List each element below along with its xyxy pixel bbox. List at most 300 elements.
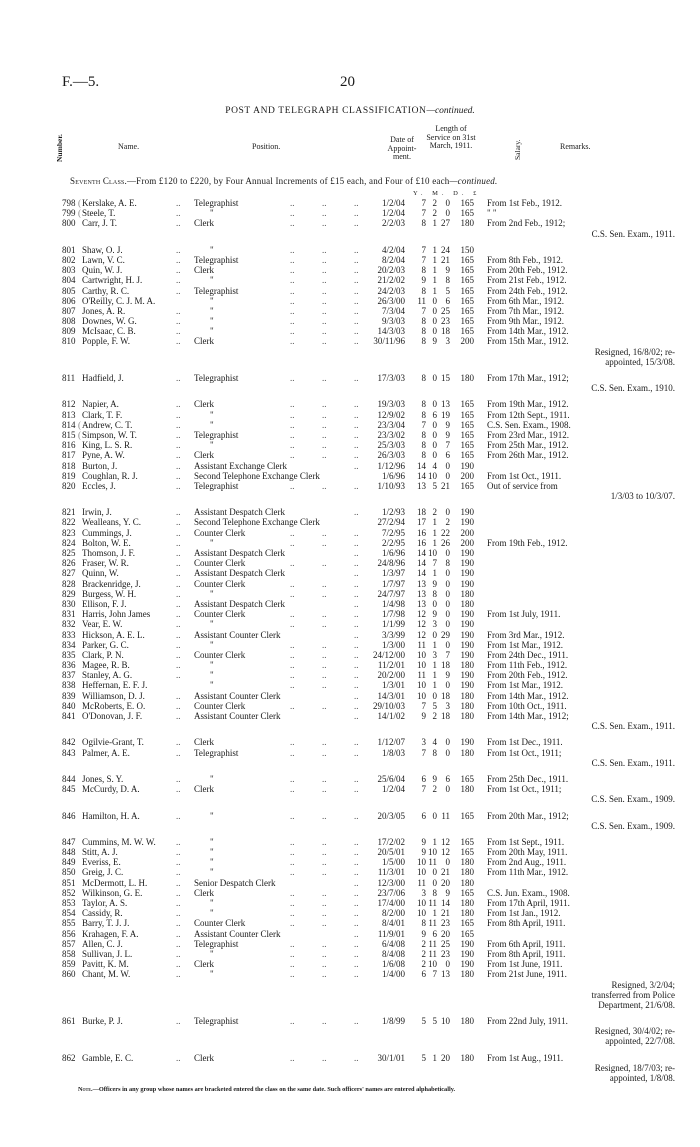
service-days: 22 <box>441 527 450 538</box>
service-years: 6 <box>421 810 426 821</box>
page-number: 20 <box>340 74 355 90</box>
leader-dots: .. <box>354 305 359 316</box>
name-text: Brackenridge, J. <box>82 578 141 589</box>
row-name <box>82 410 122 420</box>
row-number: 822 <box>62 517 76 528</box>
leader-dots: .. <box>290 244 295 255</box>
row-number: 842 <box>62 737 76 748</box>
appointment-date: 20/3/05 <box>377 810 405 821</box>
service-days: 0 <box>445 198 450 208</box>
service-months: 1 <box>432 265 437 276</box>
service-years: 14 <box>417 548 426 558</box>
service-days: 7 <box>445 649 450 660</box>
class-continued: —continued. <box>449 176 498 186</box>
remarks: From 1st Mar., 1912. <box>487 680 564 691</box>
remarks: From 1st Oct., 1911; <box>487 747 562 758</box>
table-row <box>0 650 700 660</box>
leader-dots: .. <box>322 419 327 430</box>
salary: 165 <box>460 208 474 219</box>
salary: 190 <box>460 578 474 589</box>
salary: 190 <box>460 629 474 640</box>
leader-dots: .. <box>290 558 295 569</box>
service-months: 1 <box>432 908 437 919</box>
service-days: 29 <box>441 629 450 640</box>
table-row <box>0 198 700 208</box>
service-days: 21 <box>441 908 450 919</box>
salary: 180 <box>460 877 474 888</box>
note-text: —Officers in any group whose names are bracketed entered the class on the same date. Such officers' names are entered alphabetically. <box>92 1086 456 1093</box>
table-row <box>0 399 700 409</box>
remarks-continuation <box>0 1036 700 1046</box>
service-months: 9 <box>432 578 437 589</box>
row-name <box>82 558 129 568</box>
row-position: Clerk <box>194 1052 214 1063</box>
remarks-line: C.S. Sen. Exam., 1911. <box>591 228 675 239</box>
name-text: Kerslake, A. E. <box>82 198 137 208</box>
row-number: 829 <box>62 588 76 599</box>
leader-dots: .. <box>354 700 359 711</box>
row-position: " <box>210 275 214 286</box>
name-text: Andrew, C. T. <box>82 419 133 430</box>
remarks-line: C.S. Sen. Exam., 1909. <box>591 820 675 831</box>
remarks: From 10th Oct., 1911. <box>487 700 567 711</box>
row-position: Assistant Counter Clerk <box>194 629 281 640</box>
appointment-date: 1/6/96 <box>381 470 405 481</box>
appointment-date: 24/2/03 <box>377 285 405 296</box>
remarks: C.S. Jun. Exam., 1908. <box>487 887 570 898</box>
appointment-date: 1/12/96 <box>377 460 405 471</box>
leader-dots: .. <box>176 609 181 620</box>
leader-dots: .. <box>322 887 327 898</box>
leader-dots: .. <box>322 208 327 219</box>
salary: 180 <box>460 969 474 980</box>
row-position: " <box>210 680 214 691</box>
leader-dots: .. <box>290 265 295 276</box>
service-years: 3 <box>421 887 426 898</box>
row-name <box>78 198 137 208</box>
row-number: 835 <box>62 649 76 660</box>
service-days: 23 <box>441 918 450 929</box>
salary: 190 <box>460 737 474 748</box>
row-name <box>82 847 118 857</box>
row-name <box>82 1053 133 1063</box>
service-days: 20 <box>441 877 450 888</box>
salary: 190 <box>460 568 474 579</box>
salary: 190 <box>460 639 474 650</box>
row-name <box>82 660 130 670</box>
remarks-line: Department, 21/6/08. <box>598 999 675 1010</box>
row-position: Assistant Despatch Clerk <box>194 568 285 579</box>
leader-dots: .. <box>354 1052 359 1063</box>
name-text: Hickson, A. E. L. <box>82 629 145 640</box>
salary: 190 <box>460 649 474 660</box>
remarks: From 25th Mar., 1912. <box>487 440 569 451</box>
remarks: From 11th Feb., 1912. <box>487 660 568 671</box>
table-row <box>0 430 700 440</box>
leader-dots: .. <box>322 326 327 337</box>
service-years: 7 <box>421 198 426 208</box>
service-years: 14 <box>417 558 426 569</box>
service-days: 23 <box>441 316 450 327</box>
service-days: 2 <box>445 517 450 528</box>
row-number: 845 <box>62 784 76 795</box>
service-months: 11 <box>428 918 437 929</box>
remarks: From 1st Oct., 1911. <box>487 470 562 481</box>
name-text: Cassidy, R. <box>82 908 123 919</box>
row-name <box>82 399 119 409</box>
salary: 165 <box>460 305 474 316</box>
leader-dots: .. <box>322 836 327 847</box>
leader-dots: .. <box>322 295 327 306</box>
appointment-date: 24/12/00 <box>372 649 405 660</box>
row-number: 798 <box>62 198 76 208</box>
leader-dots: .. <box>176 857 181 868</box>
leader-dots: .. <box>322 660 327 671</box>
row-position: " <box>210 537 214 548</box>
remarks: From 1st Dec., 1911. <box>487 737 563 748</box>
service-years: 8 <box>421 450 426 461</box>
service-years: 10 <box>417 857 426 868</box>
service-months: 0 <box>432 399 437 410</box>
appointment-date: 1/6/08 <box>381 959 405 970</box>
leader-dots: .. <box>322 810 327 821</box>
service-years: 12 <box>417 629 426 640</box>
row-number: 854 <box>62 908 76 919</box>
leader-dots: .. <box>290 773 295 784</box>
name-text: Sullivan, J. L. <box>82 948 133 959</box>
row-number: 828 <box>62 578 76 589</box>
table-row <box>0 640 700 650</box>
service-days: 0 <box>445 208 450 219</box>
leader-dots: .. <box>322 588 327 599</box>
appointment-date: 12/3/00 <box>377 877 405 888</box>
service-months: 1 <box>432 660 437 671</box>
service-months: 1 <box>432 680 437 691</box>
service-months: 0 <box>432 867 437 878</box>
row-position: Assistant Despatch Clerk <box>194 598 285 609</box>
row-position: Telegraphist <box>194 480 239 491</box>
appointment-date: 26/3/00 <box>377 295 405 306</box>
name-text: Simpson, W. T. <box>82 429 137 440</box>
service-years: 10 <box>417 690 426 701</box>
row-position: Clerk <box>194 399 214 410</box>
leader-dots: .. <box>176 700 181 711</box>
service-days: 0 <box>445 737 450 748</box>
remarks-line: 1/3/03 to 10/3/07. <box>610 491 675 502</box>
name-text: Harris, John James <box>82 609 151 620</box>
row-number: 827 <box>62 568 76 579</box>
row-number: 838 <box>62 680 76 691</box>
remarks-line: appointed, 1/8/08. <box>609 1073 675 1083</box>
service-months: 0 <box>432 810 437 821</box>
table-row <box>0 857 700 867</box>
document-title <box>0 106 700 116</box>
salary: 180 <box>460 1052 474 1063</box>
name-text: Chant, M. W. <box>82 969 131 980</box>
appointment-date: 3/3/99 <box>381 629 405 640</box>
table-row <box>0 811 700 821</box>
leader-dots: .. <box>354 1016 359 1027</box>
name-text: Carr, J. T. <box>82 218 118 229</box>
row-position: Counter Clerk <box>194 649 246 660</box>
leader-dots: .. <box>176 629 181 640</box>
name-text: Taylor, A. S. <box>82 898 128 908</box>
service-years: 10 <box>417 680 426 691</box>
service-years: 5 <box>421 1052 426 1063</box>
remarks: From 6th April, 1911. <box>487 938 566 949</box>
row-name <box>82 929 139 939</box>
row-name <box>82 528 132 538</box>
leader-dots: .. <box>176 784 181 795</box>
row-name <box>82 450 125 460</box>
remarks: From 1st July, 1911. <box>487 609 561 620</box>
appointment-date: 24/7/97 <box>377 588 405 599</box>
service-days: 21 <box>441 254 450 265</box>
service-days: 9 <box>445 887 450 898</box>
leader-dots: .. <box>322 244 327 255</box>
service-years: 8 <box>421 336 426 347</box>
appointment-date: 1/12/07 <box>377 737 405 748</box>
service-days: 0 <box>445 609 450 620</box>
table-row <box>0 701 700 711</box>
table-row <box>0 969 700 979</box>
row-number: 862 <box>62 1052 76 1063</box>
service-days: 11 <box>441 810 450 821</box>
leader-dots: .. <box>322 373 327 383</box>
service-months: 10 <box>428 847 437 858</box>
remarks: From 20th Feb., 1912. <box>487 670 568 681</box>
remarks-continuation <box>0 821 700 831</box>
table-row <box>0 784 700 794</box>
service-days: 9 <box>445 429 450 440</box>
row-position: Clerk <box>194 218 214 229</box>
appointment-date: 19/3/03 <box>377 399 405 410</box>
appointment-date: 1/3/00 <box>381 639 405 650</box>
leader-dots: .. <box>290 295 295 306</box>
row-position: Assistant Despatch Clerk <box>194 548 285 558</box>
leader-dots: .. <box>290 619 295 630</box>
row-number: 860 <box>62 969 76 980</box>
row-group <box>0 245 700 367</box>
appointment-date: 27/2/94 <box>377 517 405 528</box>
service-days: 0 <box>445 747 450 758</box>
service-days: 24 <box>441 244 450 255</box>
service-years: 18 <box>417 507 426 518</box>
remarks: From 19th Feb., 1912. <box>487 537 568 548</box>
remarks-continuation <box>0 383 700 393</box>
name-text: Quinn, W. <box>82 568 119 579</box>
table-row <box>0 1053 700 1063</box>
service-years: 10 <box>417 660 426 671</box>
leader-dots: .. <box>354 690 359 701</box>
row-position: Assistant Counter Clerk <box>194 711 281 721</box>
leader-dots: .. <box>354 558 359 569</box>
leader-dots: .. <box>176 670 181 681</box>
service-months: 1 <box>432 218 437 229</box>
leader-dots: .. <box>176 898 181 908</box>
row-position: " <box>210 810 214 821</box>
appointment-date: 8/4/08 <box>381 948 405 959</box>
row-position: " <box>210 908 214 919</box>
name-text: Clark, T. F. <box>82 409 123 420</box>
remarks-continuation <box>0 491 700 501</box>
row-group <box>0 1053 700 1084</box>
leader-dots: .. <box>322 305 327 316</box>
row-number: 803 <box>62 265 76 276</box>
remarks-line: C.S. Sen. Exam., 1911. <box>591 757 675 768</box>
name-text: Burke, P. J. <box>82 1016 123 1027</box>
remarks-continuation <box>0 1073 700 1083</box>
remarks-line: Resigned, 3/2/04; <box>611 979 675 990</box>
remarks: From 11th Mar., 1912. <box>487 867 569 878</box>
row-position: Counter Clerk <box>194 578 246 589</box>
row-position: " <box>210 440 214 451</box>
row-number: 815 <box>62 429 76 440</box>
header-number: Number. <box>55 134 64 162</box>
service-months: 0 <box>432 326 437 337</box>
row-number: 805 <box>62 285 76 296</box>
service-years: 13 <box>417 480 426 491</box>
leader-dots: .. <box>290 537 295 548</box>
service-days: 0 <box>445 680 450 691</box>
service-years: 7 <box>421 747 426 758</box>
name-text: Wilkinson, G. E. <box>82 887 143 898</box>
leader-dots: .. <box>354 275 359 286</box>
name-text: Cartwright, H. J. <box>82 275 143 286</box>
appointment-date: 1/1/99 <box>381 619 405 630</box>
row-number: 830 <box>62 598 76 609</box>
row-name <box>82 670 132 680</box>
row-name <box>82 326 136 336</box>
service-days: 8 <box>445 275 450 286</box>
leader-dots: .. <box>290 480 295 491</box>
bracket-mark: ( <box>78 208 81 219</box>
service-years: 14 <box>417 568 426 579</box>
leader-dots: .. <box>322 773 327 784</box>
appointment-date: 1/3/01 <box>381 680 405 691</box>
row-name <box>82 811 140 821</box>
appointment-date: 14/3/03 <box>377 326 405 337</box>
appointment-date: 17/2/02 <box>377 836 405 847</box>
appointment-date: 14/3/01 <box>377 690 405 701</box>
row-number: 851 <box>62 877 76 888</box>
row-name <box>82 680 147 690</box>
leader-dots: .. <box>176 918 181 929</box>
remarks-continuation <box>0 357 700 367</box>
leader-dots: .. <box>354 969 359 980</box>
service-months: 1 <box>432 836 437 847</box>
leader-dots: .. <box>322 908 327 919</box>
salary: 165 <box>460 887 474 898</box>
service-months: 1 <box>432 639 437 650</box>
name-text: Krahagen, F. A. <box>82 928 139 939</box>
service-months: 11 <box>428 857 437 868</box>
salary: 190 <box>460 548 474 558</box>
table-row <box>0 286 700 296</box>
table-row <box>0 660 700 670</box>
service-years: 8 <box>421 440 426 451</box>
row-name <box>82 461 117 471</box>
leader-dots: .. <box>176 948 181 959</box>
row-number: 831 <box>62 609 76 620</box>
remarks-continuation <box>0 758 700 768</box>
salary: 165 <box>460 810 474 821</box>
service-days: 18 <box>441 711 450 721</box>
remarks-continuation <box>0 347 700 357</box>
name-text: Fraser, W. R. <box>82 558 129 569</box>
row-group <box>0 198 700 239</box>
appointment-date: 1/6/96 <box>381 548 405 558</box>
service-units: Y. M. D. £ <box>413 190 481 197</box>
table-row <box>0 609 700 619</box>
service-years: 8 <box>421 316 426 327</box>
service-days: 0 <box>445 568 450 579</box>
leader-dots: .. <box>322 649 327 660</box>
leader-dots: .. <box>290 399 295 410</box>
table-row <box>0 481 700 491</box>
leader-dots: .. <box>354 578 359 589</box>
row-name <box>82 774 123 784</box>
row-position: " <box>210 588 214 599</box>
remarks: From 20th Mar., 1912; <box>487 810 569 821</box>
salary: 180 <box>460 660 474 671</box>
name-text: Palmer, A. E. <box>82 747 130 758</box>
leader-dots: .. <box>176 429 181 440</box>
service-days: 3 <box>445 336 450 347</box>
table-row <box>0 589 700 599</box>
leader-dots: .. <box>290 275 295 286</box>
leader-dots: .. <box>354 373 359 383</box>
name-text: Jones, S. Y. <box>82 773 124 784</box>
leader-dots: .. <box>322 480 327 491</box>
salary: 190 <box>460 948 474 959</box>
leader-dots: .. <box>354 680 359 691</box>
service-days: 6 <box>445 773 450 784</box>
row-position: Clerk <box>194 959 214 970</box>
service-months: 1 <box>432 527 437 538</box>
leader-dots: .. <box>354 254 359 265</box>
row-number: 820 <box>62 480 76 491</box>
row-number: 846 <box>62 810 76 821</box>
name-text: Cummins, M. W. W. <box>82 836 156 847</box>
table-row <box>0 619 700 629</box>
remarks-continuation <box>0 1063 700 1073</box>
row-name <box>82 538 131 548</box>
leader-dots: .. <box>176 275 181 286</box>
service-years: 2 <box>421 948 426 959</box>
row-name <box>82 959 129 969</box>
name-text: Napier, A. <box>82 399 119 410</box>
name-text: Gamble, E. C. <box>82 1052 134 1063</box>
leader-dots: .. <box>322 537 327 548</box>
row-position: Assistant Counter Clerk <box>194 690 281 701</box>
remarks: From 1st Feb., 1912. <box>487 198 563 208</box>
leader-dots: .. <box>322 399 327 410</box>
service-months: 1 <box>432 537 437 548</box>
leader-dots: .. <box>176 867 181 878</box>
appointment-date: 7/2/95 <box>381 527 405 538</box>
row-number: 802 <box>62 254 76 265</box>
table-row <box>0 265 700 275</box>
leader-dots: .. <box>176 517 181 528</box>
leader-dots: .. <box>176 887 181 898</box>
row-name <box>82 245 123 255</box>
row-name <box>82 939 123 949</box>
leader-dots: .. <box>176 537 181 548</box>
row-name <box>82 579 141 589</box>
service-years: 8 <box>421 218 426 229</box>
leader-dots: .. <box>354 429 359 440</box>
